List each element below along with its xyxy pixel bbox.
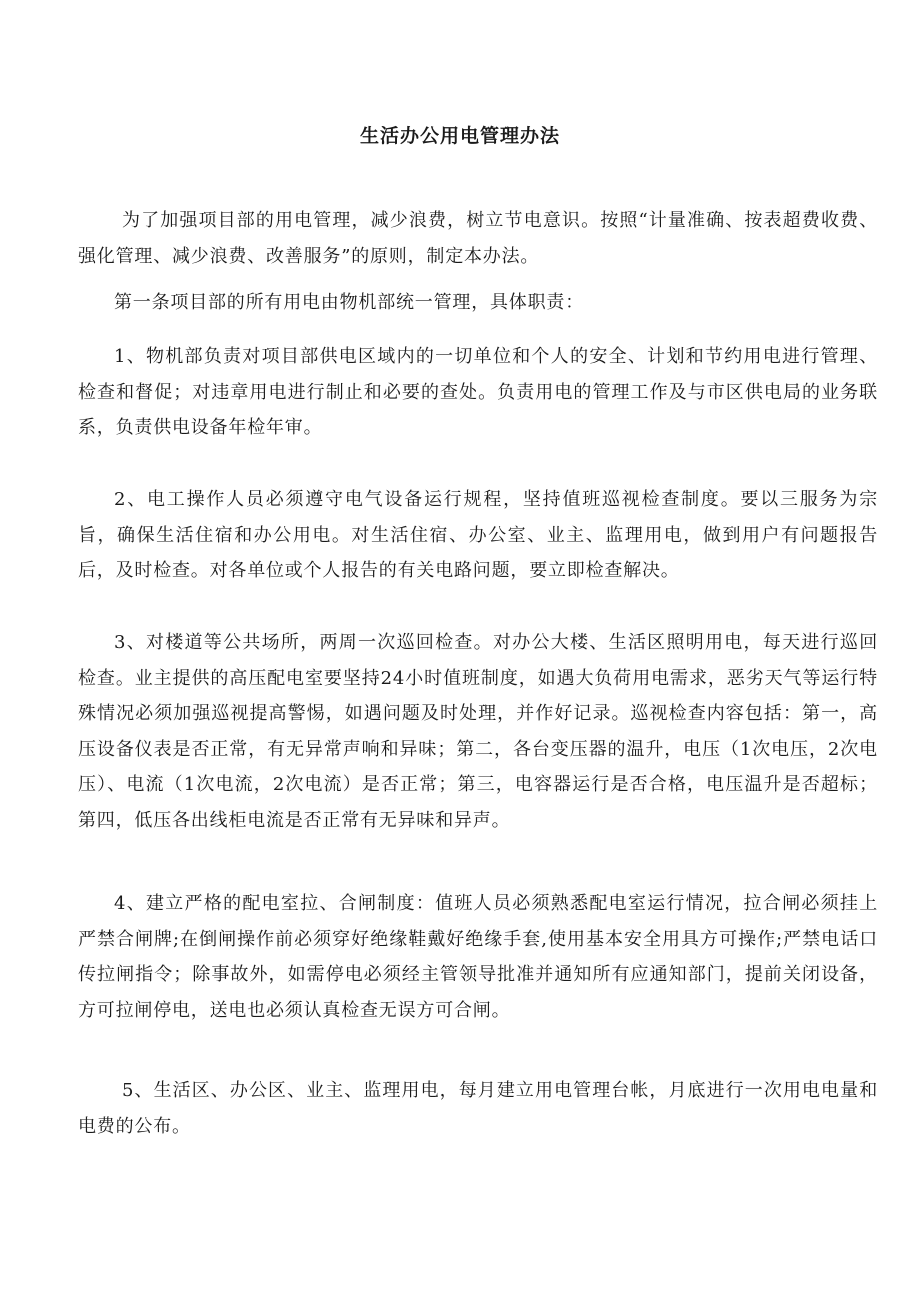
item-5-paragraph: 5、生活区、办公区、业主、监理用电，每月建立用电管理台帐，月底进行一次用电电量和电费的公布。 [78,1080,878,1137]
document-title: 生活办公用电管理办法 [359,125,560,147]
intro-paragraph: 为了加强项目部的用电管理，减少浪费，树立节电意识。按照“计量准确、按表超费收费、强化管理、减少浪费、改善服务”的原则，制定本办法。 [78,210,878,267]
item-1-paragraph: 1、物机部负责对项目部供电区域内的一切单位和个人的安全、计划和节约用电进行管理、检查和督促；对违章用电进行制止和必要的查处。负责用电的管理工作及与市区供电局的业务联系，负责供电设备年检年审。 [78,346,878,438]
item-2-paragraph: 2、电工操作人员必须遵守电气设备运行规程，坚持值班巡视检查制度。要以三服务为宗旨，确保生活住宿和办公用电。对生活住宿、办公室、业主、监理用电，做到用户有问题报告后，及时检查。对各单位或个人报告的有关电路问题，要立即检查解决。 [78,489,878,581]
article-one-heading: 第一条项目部的所有用电由物机部统一管理，具体职责： [114,292,584,313]
item-3-paragraph: 3、对楼道等公共场所，两周一次巡回检查。对办公大楼、生活区照明用电，每天进行巡回检查。业主提供的高压配电室要坚持24小时值班制度，如遇大负荷用电需求，恶劣天气等运行特殊情况必须加强巡视提高警惕，如遇问题及时处理，并作好记录。巡视检查内容包括：第一，高压设备仪表是否正常，有无异常声响和异味；第二，各台变压器的温升，电压（1次电压，2次电压）、电流（1次电流，2次电流）是否正常；第三，电容器运行是否合格，电压温升是否超标；第四，低压各出线柜电流是否正常有无异味和异声。 [78,632,878,831]
item-4-paragraph: 4、建立严格的配电室拉、合闸制度：值班人员必须熟悉配电室运行情况，拉合闸必须挂上严禁合闸牌;在倒闸操作前必须穿好绝缘鞋戴好绝缘手套,使用基本安全用具方可操作;严禁电话口传拉闸指令；除事故外，如需停电必须经主管领导批准并通知所有应通知部门，提前关闭设备，方可拉闸停电，送电也必须认真检查无误方可合闸。 [78,893,878,1021]
